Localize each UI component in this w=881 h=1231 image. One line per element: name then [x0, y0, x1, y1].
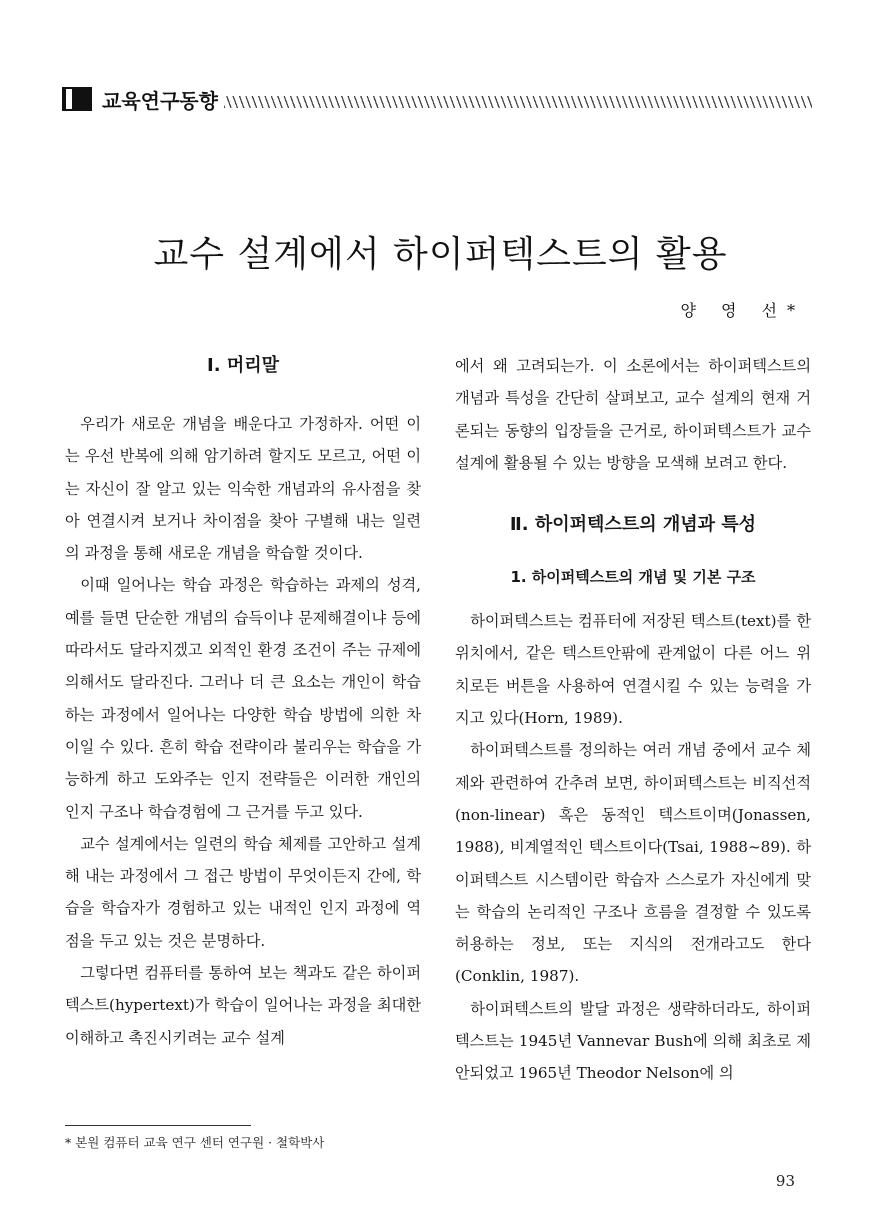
- document-title: 교수 설계에서 하이퍼텍스트의 활용: [153, 234, 728, 276]
- paragraph: 이때 일어나는 학습 과정은 학습하는 과제의 성격, 예를 들면 단순한 개념의 습득이냐 문제해결이냐 등에 따라서도 달라지겠고 외적인 환경 조건이 주는 규제에 의해서도 달라진다. 그러나 더 큰 요소는 개인이 학습하는 과정에서 일어나는 다양한 학습 방법에 의한 차이일 수 있다. 흔히 학습 전략이라 불리우는 학습을 가능하게 하고 도와주는 인지 전략들은 이러한 개인의 인지 구조나 학습경험에 그 근거를 두고 있다.: [65, 576, 421, 821]
- paragraph: 에서 왜 고려되는가. 이 소론에서는 하이퍼텍스트의 개념과 특성을 간단히 살펴보고, 교수 설계의 현재 거론되는 동향의 입장들을 근거로, 하이퍼텍스트가 교수 설계에 활용될 수 있는 방향을 모색해 보려고 한다.: [455, 357, 811, 472]
- paragraph: 교수 설계에서는 일련의 학습 체제를 고안하고 설계해 내는 과정에서 그 접근 방법이 무엇이든지 간에, 학습을 학습자가 경험하고 있는 내적인 인지 과정에 역점을 두고 있는 것은 분명하다.: [65, 834, 421, 950]
- paragraph: 우리가 새로운 개념을 배운다고 가정하자. 어떤 이는 우선 반복에 의해 암기하려 할지도 모르고, 어떤 이는 자신이 잘 알고 있는 익숙한 개념과의 유사점을 찾아 연결시켜 보거나 차이점을 찾아 구별해 내는 일련의 과정을 통해 새로운 개념을 학습할 것이다.: [65, 415, 421, 563]
- page-number: 93: [775, 1172, 795, 1190]
- section-header: [72, 84, 812, 114]
- section-heading-intro: Ⅰ. 머리말: [207, 355, 279, 376]
- footnote-divider: [65, 1125, 251, 1126]
- section-marker-icon: [72, 87, 92, 111]
- left-column: [65, 350, 421, 1054]
- subsection-heading: 1. 하이퍼텍스트의 개념 및 기본 구조: [510, 568, 756, 587]
- right-column: [455, 350, 811, 1090]
- paragraph: 하이퍼텍스트의 발달 과정은 생략하더라도, 하이퍼텍스트는 1945년 Vannevar Bush에 의해 최초로 제안되었고 1965년 Theodor Nelson에 의: [455, 999, 811, 1083]
- author: 양 영 선*: [680, 301, 805, 320]
- header-dotted-rule: [224, 96, 812, 108]
- paragraph: 하이퍼텍스트를 정의하는 여러 개념 중에서 교수 체제와 관련하여 간추려 보면, 하이퍼텍스트는 비직선적(non-linear) 혹은 동적인 텍스트이며(Jonassen, 1988), 비계열적인 텍스트이다(Tsai, 1988~89). 하이퍼텍스트 시스템이란 학습자 스스로가 자신에게 맞는 학습의 논리적인 구조나 흐름을 결정할 수 있도록 허용하는 정보, 또는 지식의 전개라고도 한다(Conklin, 1987).: [455, 741, 811, 986]
- paragraph: 그렇다면 컴퓨터를 통하여 보는 책과도 같은 하이퍼텍스트(hypertext)가 학습이 일어나는 과정을 최대한 이해하고 촉진시키려는 교수 설계: [65, 964, 421, 1047]
- section-heading-concept: Ⅱ. 하이퍼텍스트의 개념과 특성: [509, 514, 757, 536]
- paragraph: 하이퍼텍스트는 컴퓨터에 저장된 텍스트(text)를 한 위치에서, 같은 텍스트안팎에 관계없이 다른 어느 위치로든 버튼을 사용하여 연결시킬 수 있는 능력을 가지고 있다(Horn, 1989).: [455, 612, 811, 728]
- section-label: 교육연구동향: [102, 88, 218, 113]
- footnote: * 본원 컴퓨터 교육 연구 센터 연구원 · 철학박사: [65, 1135, 325, 1150]
